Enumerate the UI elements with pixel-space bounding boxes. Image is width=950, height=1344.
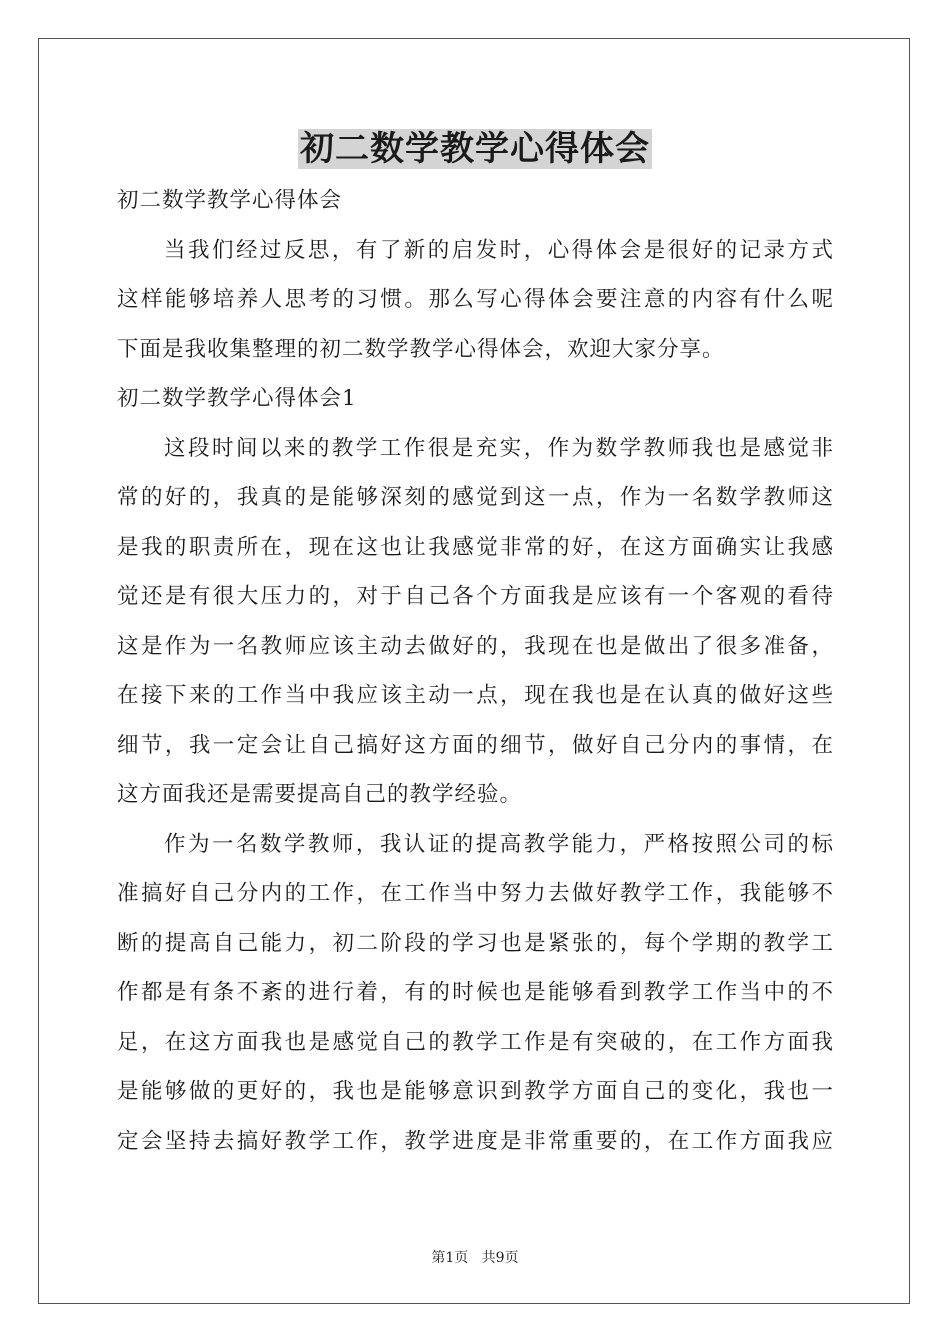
- paragraph-line: 是我的职责所在，现在这也让我感觉非常的好，在这方面确实让我感: [117, 534, 833, 560]
- subtitle: 初二数学教学心得体会: [117, 188, 343, 213]
- paragraph-line: 是能够做的更好的，我也是能够意识到教学方面自己的变化，我也一: [117, 1079, 833, 1104]
- paragraph-line: 这段时间以来的教学工作很是充实，作为数学教师我也是感觉非: [164, 435, 833, 461]
- intro-line: 当我们经过反思，有了新的启发时，心得体会是很好的记录方式: [164, 237, 833, 263]
- paragraph-line: 准搞好自己分内的工作，在工作当中努力去做好教学工作，我能够不: [117, 881, 833, 906]
- section-heading: 初二数学教学心得体会1: [117, 386, 357, 411]
- page-number-footer: 第1页 共9页: [431, 1250, 519, 1266]
- paragraph-line: 断的提高自己能力，初二阶段的学习也是紧张的，每个学期的教学工: [117, 930, 833, 956]
- paragraph-line: 这是作为一名教师应该主动去做好的，我现在也是做出了很多准备，: [117, 633, 833, 659]
- paragraph-line: 细节，我一定会让自己搞好这方面的细节，做好自己分内的事情，在: [117, 732, 833, 758]
- document-title-text: 初二数学教学心得体会: [300, 129, 650, 169]
- paragraph-line: 足，在这方面我也是感觉自己的教学工作是有突破的，在工作方面我: [117, 1029, 833, 1055]
- paragraph-line: 觉还是有很大压力的，对于自己各个方面我是应该有一个客观的看待: [117, 584, 833, 609]
- intro-line: 这样能够培养人思考的习惯。那么写心得体会要注意的内容有什么呢: [117, 287, 833, 312]
- paragraph-line: 这方面我还是需要提高自己的教学经验。: [117, 782, 523, 807]
- paragraph-line: 定会坚持去搞好教学工作，教学进度是非常重要的，在工作方面我应: [117, 1128, 833, 1154]
- paragraph-line: 作为一名数学教师，我认证的提高教学能力，严格按照公司的标: [164, 831, 833, 857]
- document-title: [0, 124, 950, 174]
- paragraph-line: 作都是有条不紊的进行着，有的时候也是能够看到教学工作当中的不: [117, 980, 833, 1005]
- document-body: [117, 176, 833, 1166]
- intro-line: 下面是我收集整理的初二数学教学心得体会，欢迎大家分享。: [117, 336, 725, 362]
- paragraph-line: 在接下来的工作当中我应该主动一点，现在我也是在认真的做好这些: [117, 683, 833, 708]
- paragraph-line: 常的好的，我真的是能够深刻的感觉到这一点，作为一名数学教师这: [117, 485, 833, 510]
